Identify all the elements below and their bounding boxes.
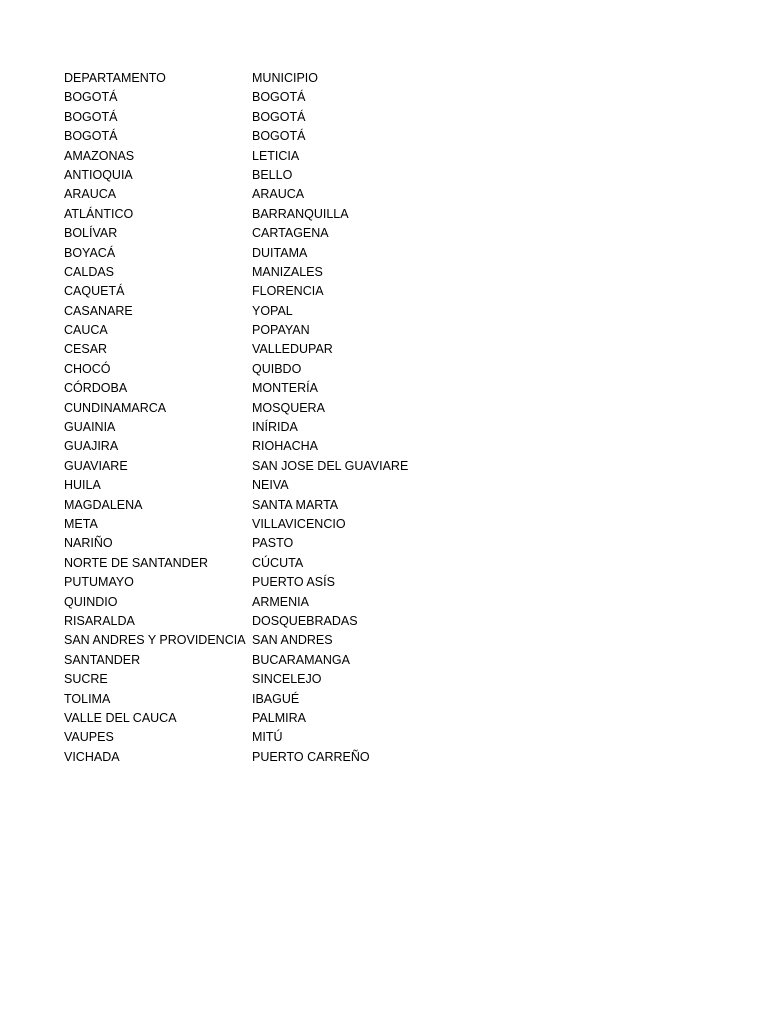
cell-municipio: ARAUCA (252, 187, 305, 202)
cell-municipio: DOSQUEBRADAS (252, 613, 358, 628)
table-row (64, 709, 704, 728)
cell-departamento: BOGOTÁ (64, 109, 118, 124)
cell-municipio: BOGOTÁ (252, 109, 306, 124)
cell-departamento: GUAVIARE (64, 458, 128, 473)
table-row (64, 631, 704, 650)
cell-municipio: PASTO (252, 536, 294, 551)
cell-departamento: BOYACÁ (64, 245, 116, 260)
table-row (64, 554, 704, 573)
header-departamento: DEPARTAMENTO (64, 71, 166, 85)
cell-departamento: SUCRE (64, 672, 108, 687)
cell-departamento: HUILA (64, 478, 101, 493)
cell-municipio: MOSQUERA (252, 400, 325, 415)
cell-departamento: NORTE DE SANTANDER (64, 555, 209, 570)
cell-departamento: SANTANDER (64, 652, 141, 667)
cell-municipio: FLORENCIA (252, 284, 324, 299)
table-row (64, 670, 704, 689)
table-row (64, 418, 704, 437)
table-row (64, 185, 704, 204)
cell-departamento: SAN ANDRES Y PROVIDENCIA (64, 633, 246, 648)
cell-municipio: BOGOTÁ (252, 129, 306, 144)
table-row (64, 205, 704, 224)
cell-municipio: IBAGUÉ (252, 691, 300, 706)
cell-departamento: ATLÁNTICO (64, 206, 134, 221)
table-row (64, 340, 704, 359)
cell-municipio: RIOHACHA (252, 439, 318, 454)
cell-departamento: BOLÍVAR (64, 226, 118, 241)
cell-departamento: QUINDIO (64, 594, 118, 609)
table-row (64, 127, 704, 146)
table-row (64, 399, 704, 418)
table-row (64, 515, 704, 534)
cell-municipio: BELLO (252, 167, 293, 182)
table-row (64, 108, 704, 127)
table-row (64, 612, 704, 631)
cell-departamento: NARIÑO (64, 536, 113, 551)
cell-municipio: SINCELEJO (252, 672, 322, 687)
cell-departamento: CASANARE (64, 303, 133, 318)
cell-departamento: MAGDALENA (64, 497, 143, 512)
cell-municipio: CARTAGENA (252, 226, 329, 241)
cell-municipio: ARMENIA (252, 594, 309, 609)
table-row (64, 437, 704, 456)
cell-municipio: BUCARAMANGA (252, 652, 350, 667)
cell-departamento: RISARALDA (64, 613, 135, 628)
cell-departamento: GUAINIA (64, 420, 116, 435)
cell-departamento: PUTUMAYO (64, 575, 134, 590)
cell-departamento: BOGOTÁ (64, 90, 118, 105)
cell-departamento: CHOCÓ (64, 361, 111, 376)
table-row (64, 728, 704, 747)
cell-departamento: ANTIOQUIA (64, 167, 133, 182)
table-row (64, 690, 704, 709)
cell-municipio: PALMIRA (252, 710, 306, 725)
table-row (64, 166, 704, 185)
cell-departamento: CAQUETÁ (64, 284, 125, 299)
table-row (64, 651, 704, 670)
table-row (64, 496, 704, 515)
cell-municipio: VILLAVICENCIO (252, 516, 346, 531)
cell-municipio: BOGOTÁ (252, 90, 306, 105)
table-row (64, 476, 704, 495)
cell-municipio: MANIZALES (252, 264, 323, 279)
table-row (64, 321, 704, 340)
cell-municipio: MONTERÍA (252, 381, 318, 396)
table-row (64, 379, 704, 398)
cell-departamento: TOLIMA (64, 691, 111, 706)
cell-municipio: LETICIA (252, 148, 300, 163)
cell-departamento: CALDAS (64, 264, 115, 279)
table-row (64, 263, 704, 282)
table-row (64, 302, 704, 321)
cell-municipio: CÚCUTA (252, 555, 304, 570)
cell-municipio: SAN JOSE DEL GUAVIARE (252, 458, 409, 473)
cell-municipio: NEIVA (252, 478, 289, 493)
table-header-row (64, 69, 704, 88)
cell-municipio: SAN ANDRES (252, 633, 333, 648)
cell-municipio: DUITAMA (252, 245, 308, 260)
table-row (64, 88, 704, 107)
cell-municipio: VALLEDUPAR (252, 342, 333, 357)
cell-departamento: VICHADA (64, 749, 120, 764)
table-row (64, 573, 704, 592)
cell-municipio: MITÚ (252, 730, 283, 745)
cell-departamento: VAUPES (64, 730, 114, 745)
header-municipio: MUNICIPIO (252, 71, 318, 85)
cell-departamento: BOGOTÁ (64, 129, 118, 144)
table-row (64, 147, 704, 166)
table-body (64, 88, 704, 767)
cell-municipio: QUIBDO (252, 361, 302, 376)
cell-departamento: CAUCA (64, 323, 108, 338)
table-row (64, 457, 704, 476)
cell-departamento: GUAJIRA (64, 439, 119, 454)
cell-departamento: VALLE DEL CAUCA (64, 710, 177, 725)
table-row (64, 534, 704, 553)
cell-departamento: AMAZONAS (64, 148, 135, 163)
table-row (64, 748, 704, 767)
cell-municipio: INÍRIDA (252, 420, 298, 435)
table-row (64, 224, 704, 243)
table-row (64, 360, 704, 379)
table-row (64, 244, 704, 263)
cell-municipio: POPAYAN (252, 323, 310, 338)
cell-municipio: SANTA MARTA (252, 497, 339, 512)
cell-departamento: CÓRDOBA (64, 381, 128, 396)
table-row (64, 593, 704, 612)
cell-municipio: PUERTO CARREÑO (252, 749, 370, 764)
cell-departamento: CESAR (64, 342, 108, 357)
department-municipality-table (64, 69, 704, 767)
cell-municipio: BARRANQUILLA (252, 206, 349, 221)
cell-departamento: CUNDINAMARCA (64, 400, 167, 415)
cell-municipio: YOPAL (252, 303, 293, 318)
table-row (64, 282, 704, 301)
cell-municipio: PUERTO ASÍS (252, 575, 335, 590)
cell-departamento: ARAUCA (64, 187, 117, 202)
cell-departamento: META (64, 516, 98, 531)
